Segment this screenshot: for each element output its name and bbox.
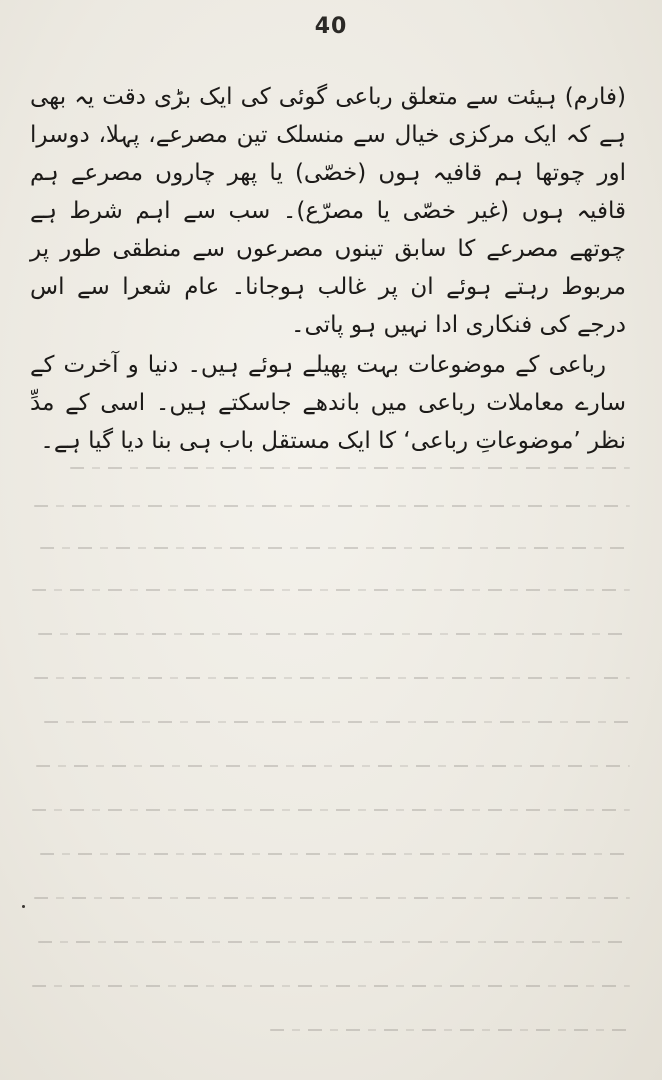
show-through-line — [32, 985, 630, 987]
show-through-line — [32, 809, 630, 811]
page-number: 40 — [314, 14, 348, 39]
show-through-line — [38, 941, 630, 943]
show-through-line — [34, 897, 630, 899]
show-through-line — [40, 547, 630, 549]
paragraph-quatrain-form: (فارم) ہیئت سے متعلق رباعی گوئی کی ایک بڑی دقت یہ بھی ہے کہ ایک مرکزی خیال سے منسلک تین مصرعے، پہلا، دوسرا اور چوتھا ہم قافیہ ہوں (خصّی) یا پھر چاروں مصرعے ہم قافیہ ہوں (غیر خصّی یا مصرّع)۔ سب سے اہم شرط ہے چوتھے مصرعے کا سابق تینوں مصرعوں سے منطقی طور پر مربوط رہتے ہوئے ان پر غالب ہوجانا۔ عام شعرا سے اس درجے کی فنکاری ادا نہیں ہو پاتی۔ — [30, 84, 626, 338]
margin-ink-dot — [22, 905, 25, 908]
show-through-line — [40, 853, 630, 855]
show-through-line — [70, 467, 630, 469]
show-through-line — [270, 1029, 630, 1031]
show-through-text — [30, 455, 630, 1055]
paragraph-quatrain-themes: رباعی کے موضوعات بہت پھیلے ہوئے ہیں۔ دنیا و آخرت کے سارے معاملات رباعی میں باندھے جاسکتے ہیں۔ اسی کے مدِّ نظر ’موضوعاتِ رباعی‘ کا ایک مستقل باب ہی بنا دیا گیا ہے۔ — [30, 352, 626, 454]
body-text — [30, 78, 626, 460]
show-through-line — [34, 677, 630, 679]
show-through-line — [44, 721, 630, 723]
show-through-line — [36, 765, 630, 767]
show-through-line — [32, 589, 630, 591]
show-through-line — [38, 633, 630, 635]
show-through-line — [34, 505, 630, 507]
